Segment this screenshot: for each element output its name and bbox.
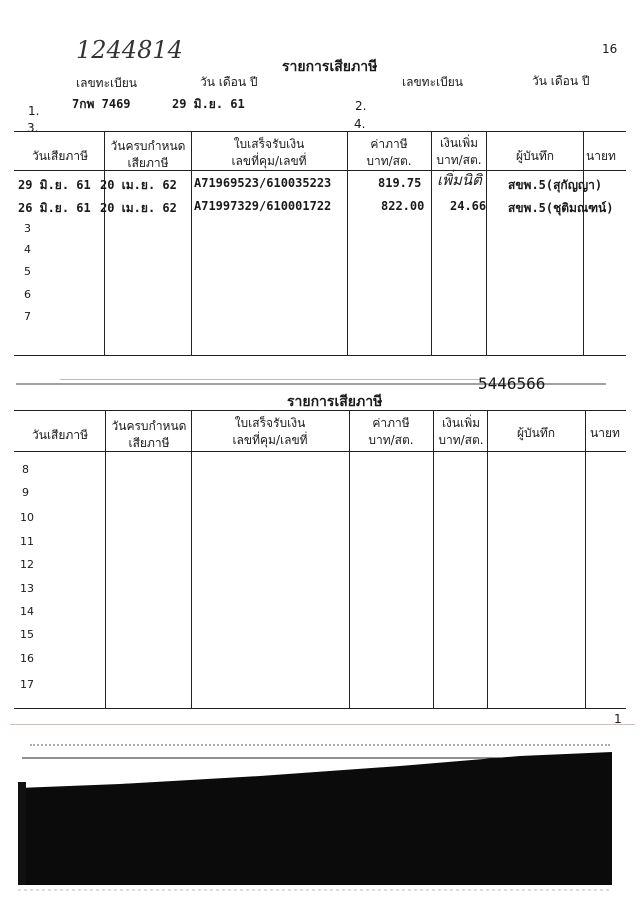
reg-row-num-1: 1. — [28, 104, 40, 118]
table-row-2-recorder: สขพ.5(ชุติมณฑน์) — [508, 201, 614, 215]
separator-number: 5446566 — [478, 374, 546, 393]
t2-col-header-tax: ค่าภาษี บาท/สต. — [368, 416, 414, 447]
table-row-1-paid: 29 มิ.ย. 61 — [18, 178, 91, 192]
table-row-6-num: 6 — [24, 288, 31, 301]
t2-row-17-num: 17 — [20, 678, 34, 691]
t2-col-header-recorder: ผู้บันทึก — [516, 426, 556, 440]
t2-col-header-receipt: ใบเสร็จรับเงิน เลขที่คุม/เลขที่ — [232, 416, 308, 447]
col-header-paid-date: วันเสียภาษี — [32, 149, 88, 163]
col-header-receipt: ใบเสร็จรับเงิน เลขที่คุม/เลขที่ — [231, 137, 307, 168]
reg-row-plate-1: 7กพ 7469 — [72, 97, 131, 111]
reg-row-date-1: 29 มิ.ย. 61 — [172, 97, 245, 111]
reg-label-left: เลขทะเบียน — [76, 76, 137, 90]
col-header-registrar: นายท — [586, 149, 616, 163]
handwritten-number: 1244814 — [76, 36, 183, 64]
fold-line — [10, 724, 635, 725]
col-header-due-date: วันครบกำหนด เสียภาษี — [110, 139, 186, 170]
t2-row-9-num: 9 — [22, 486, 29, 499]
table-2-title: รายการเสียภาษี — [287, 394, 383, 410]
reg-label-right: เลขทะเบียน — [402, 75, 463, 89]
page-number: 16 — [602, 42, 618, 56]
table-row-2-tax: 822.00 — [381, 199, 425, 213]
table-row-4-num: 4 — [24, 243, 31, 256]
t2-row-15-num: 15 — [20, 628, 34, 641]
table-row-2-paid: 26 มิ.ย. 61 — [18, 201, 91, 215]
t2-row-11-num: 11 — [20, 535, 34, 548]
reg-row-num-2: 2. — [355, 99, 367, 113]
date-label-left: วัน เดือน ปี — [200, 75, 258, 89]
table-row-1-receipt: A71969523/610035223 — [194, 176, 332, 190]
table-row-5-num: 5 — [24, 265, 31, 278]
table-row-1-tax: 819.75 — [378, 176, 422, 190]
t2-row-12-num: 12 — [20, 558, 34, 571]
table-row-2-surcharge: 24.66 — [450, 199, 487, 213]
table-row-1-recorder: สขพ.5(สุกัญญา) — [508, 178, 603, 192]
t2-col-header-paid-date: วันเสียภาษี — [32, 428, 88, 442]
document-title: รายการเสียภาษี — [282, 59, 378, 75]
t2-row-16-num: 16 — [20, 652, 34, 665]
table-row-1-due: 20 เม.ย. 62 — [100, 178, 177, 192]
t2-col-header-due-date: วันครบกำหนด เสียภาษี — [111, 419, 187, 450]
table-row-3-num: 3 — [24, 222, 31, 235]
t2-row-14-num: 14 — [20, 605, 34, 618]
scan-shadow — [0, 740, 640, 905]
col-header-tax: ค่าภาษี บาท/สต. — [366, 137, 412, 168]
reg-row-num-4: 4. — [354, 117, 366, 131]
corner-mark: 1 — [614, 712, 622, 726]
table-row-2-receipt: A71997329/610001722 — [194, 199, 332, 213]
t2-col-header-surcharge: เงินเพิ่ม บาท/สต. — [438, 416, 484, 447]
date-label-right: วัน เดือน ปี — [532, 74, 590, 88]
table-row-2-due: 20 เม.ย. 62 — [100, 201, 177, 215]
table-row-1-surcharge: เพิ่มนิติ — [437, 171, 482, 189]
t2-col-header-registrar: นายท — [590, 426, 620, 440]
col-header-surcharge: เงินเพิ่ม บาท/สต. — [436, 136, 482, 167]
t2-row-10-num: 10 — [20, 511, 34, 524]
table-row-7-num: 7 — [24, 310, 31, 323]
col-header-recorder: ผู้บันทึก — [515, 149, 555, 163]
t2-row-13-num: 13 — [20, 582, 34, 595]
t2-row-8-num: 8 — [22, 463, 29, 476]
reg-row-num-3: 3. — [27, 121, 39, 135]
